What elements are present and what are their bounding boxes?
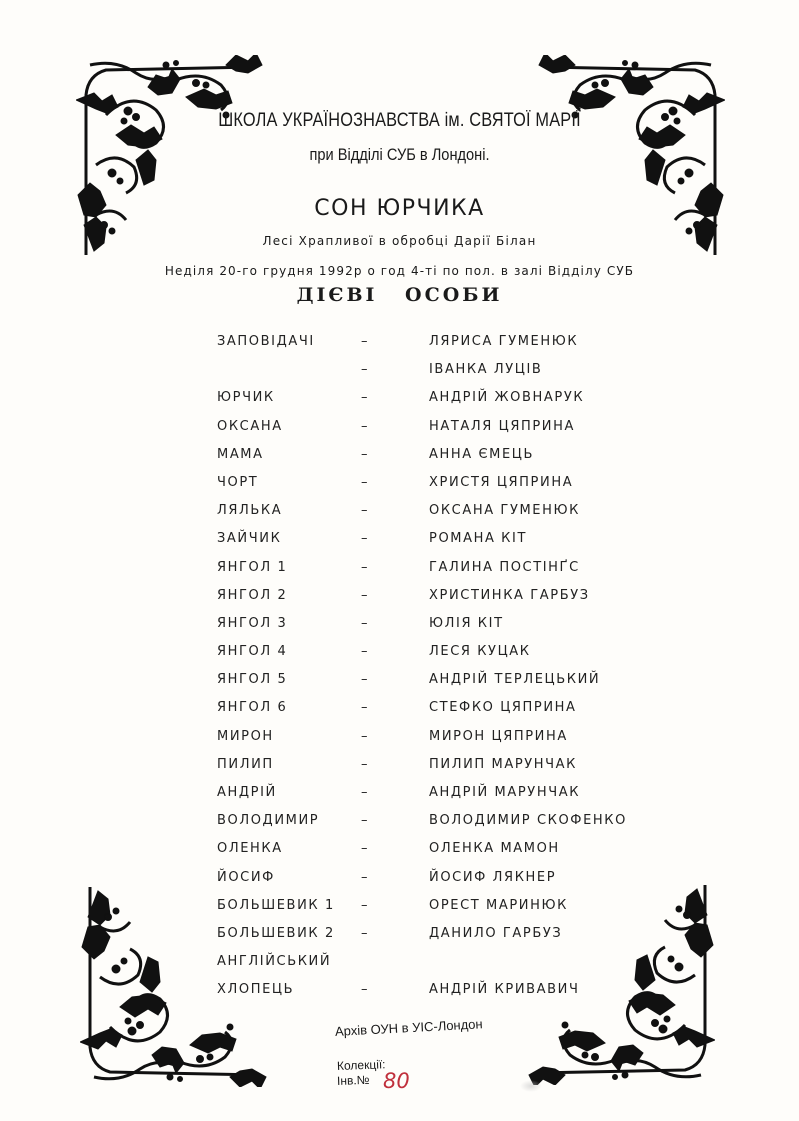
actor: ХРИСТИНКА ГАРБУЗ bbox=[429, 587, 590, 603]
role: ЧОРТ bbox=[217, 474, 259, 490]
cast-row bbox=[217, 813, 677, 841]
role: ЯНГОЛ 3 bbox=[217, 615, 288, 631]
cast-row bbox=[217, 700, 677, 728]
dash: – bbox=[361, 897, 370, 913]
cast-row bbox=[217, 588, 677, 616]
inventory-label: Інв.№ bbox=[336, 1072, 370, 1088]
role: БОЛЬШЕВИК 2 bbox=[217, 925, 335, 941]
role: ЙОСИФ bbox=[217, 869, 275, 885]
actor: ЮЛІЯ КІТ bbox=[429, 615, 504, 631]
cast-row bbox=[217, 898, 677, 926]
cast-row bbox=[217, 757, 677, 785]
cast-row bbox=[217, 334, 677, 362]
actor: ІВАНКА ЛУЦІВ bbox=[429, 362, 543, 378]
cast-row bbox=[217, 531, 677, 559]
dash: – bbox=[361, 869, 370, 885]
actor: АННА ЄМЕЦЬ bbox=[429, 446, 534, 462]
actor: ВОЛОДИМИР СКОФЕНКО bbox=[429, 813, 627, 829]
cast-row bbox=[217, 447, 677, 475]
role: ОЛЕНКА bbox=[217, 841, 283, 857]
dash: – bbox=[361, 362, 370, 378]
actor: ХРИСТЯ ЦЯПРИНА bbox=[429, 474, 574, 490]
role: ЗАПОВІДАЧІ bbox=[217, 334, 315, 349]
dash: – bbox=[361, 841, 370, 857]
cast-row bbox=[217, 390, 677, 418]
actor: ЛЯРИСА ГУМЕНЮК bbox=[429, 334, 579, 349]
dash: – bbox=[361, 785, 370, 800]
actor: СТЕФКО ЦЯПРИНА bbox=[429, 700, 577, 716]
cast-row bbox=[217, 954, 677, 982]
dash: – bbox=[361, 334, 370, 349]
cast-row bbox=[217, 672, 677, 700]
scan-smudge bbox=[520, 1080, 542, 1092]
cast-row bbox=[217, 503, 677, 531]
dash: – bbox=[361, 700, 370, 716]
performance-dateline: Неділя 20-го грудня 1992р о год 4-ті по пол. в залі Відділу СУБ bbox=[164, 264, 635, 278]
cast-row bbox=[217, 560, 677, 588]
cast-row bbox=[217, 982, 677, 1010]
cast-row bbox=[217, 785, 677, 813]
cast-list bbox=[217, 334, 677, 1011]
actor: ОЛЕНКА МАМОН bbox=[429, 841, 560, 857]
dash: – bbox=[361, 474, 370, 490]
actor: АНДРІЙ ЖОВНАРУК bbox=[429, 390, 585, 406]
role: ЯНГОЛ 1 bbox=[217, 559, 288, 575]
cast-row bbox=[217, 616, 677, 644]
cast-row bbox=[217, 644, 677, 672]
dash: – bbox=[361, 446, 370, 462]
actor: МИРОН ЦЯПРИНА bbox=[429, 728, 568, 744]
archive-stamp: Архів ОУН в УІС-Лондон bbox=[334, 1016, 483, 1039]
role: ЯНГОЛ 4 bbox=[217, 644, 288, 660]
school-branch: при Відділі СУБ в Лондоні. bbox=[309, 145, 490, 164]
dash: – bbox=[361, 531, 370, 547]
actor: РОМАНА КІТ bbox=[429, 531, 527, 547]
dash: – bbox=[361, 615, 370, 631]
dash: – bbox=[361, 756, 370, 772]
cast-row bbox=[217, 475, 677, 503]
cast-row bbox=[217, 362, 677, 390]
role: ЮРЧИК bbox=[217, 390, 275, 406]
dash: – bbox=[361, 587, 370, 603]
role: ЯНГОЛ 2 bbox=[217, 587, 288, 603]
cast-row bbox=[217, 870, 677, 898]
role: ХЛОПЕЦЬ bbox=[217, 982, 295, 998]
cast-row bbox=[217, 926, 677, 954]
role: ЛЯЛЬКА bbox=[217, 503, 283, 519]
actor: ПИЛИП МАРУНЧАК bbox=[429, 756, 577, 772]
actor: АНДРІЙ КРИВАВИЧ bbox=[429, 982, 580, 998]
dash: – bbox=[361, 644, 370, 660]
dash: – bbox=[361, 672, 370, 688]
dash: – bbox=[361, 925, 370, 941]
actor: ГАЛИНА ПОСТІНҐС bbox=[429, 559, 580, 575]
actor: ДАНИЛО ГАРБУЗ bbox=[429, 925, 563, 941]
role: ПИЛИП bbox=[217, 756, 274, 772]
actor: НАТАЛЯ ЦЯПРИНА bbox=[429, 418, 575, 434]
dash: – bbox=[361, 982, 370, 998]
role: БОЛЬШЕВИК 1 bbox=[217, 897, 335, 913]
actor: ОКСАНА ГУМЕНЮК bbox=[429, 503, 580, 519]
cast-row bbox=[217, 841, 677, 869]
role: АНГЛІЙСЬКИЙ bbox=[217, 954, 332, 970]
role: ВОЛОДИМИР bbox=[217, 813, 320, 829]
collection-label: Колекції: bbox=[336, 1057, 386, 1073]
cast-row bbox=[217, 419, 677, 447]
play-author: Лесі Храпливої в обробці Дарії Білан bbox=[262, 234, 537, 248]
actor: АНДРІЙ ТЕРЛЕЦЬКИЙ bbox=[429, 672, 601, 688]
dash: – bbox=[361, 418, 370, 434]
role: ЯНГОЛ 5 bbox=[217, 672, 288, 688]
actor: ОРЕСТ МАРИНЮК bbox=[429, 897, 568, 913]
dash: – bbox=[361, 503, 370, 519]
dash: – bbox=[361, 728, 370, 744]
dash: – bbox=[361, 813, 370, 829]
dash: – bbox=[361, 390, 370, 406]
actor: АНДРІЙ МАРУНЧАК bbox=[429, 785, 581, 800]
actor: ЙОСИФ ЛЯКНЕР bbox=[429, 869, 557, 885]
play-title: СОН ЮРЧИКА bbox=[314, 196, 485, 221]
role: ЗАЙЧИК bbox=[217, 531, 282, 547]
cast-row bbox=[217, 729, 677, 757]
role: АНДРІЙ bbox=[217, 785, 277, 800]
cast-heading: ДІЄВІ ОСОБИ bbox=[296, 284, 503, 306]
school-name: ШКОЛА УКРАЇНОЗНАВСТВА ім. СВЯТОЇ МАРІЇ bbox=[218, 110, 581, 131]
inventory-number: 80 bbox=[383, 1069, 410, 1093]
role: ОКСАНА bbox=[217, 418, 283, 434]
role: МАМА bbox=[217, 446, 264, 462]
role: МИРОН bbox=[217, 728, 274, 744]
role: ЯНГОЛ 6 bbox=[217, 700, 288, 716]
dash: – bbox=[361, 559, 370, 575]
actor: ЛЕСЯ КУЦАК bbox=[429, 644, 531, 660]
